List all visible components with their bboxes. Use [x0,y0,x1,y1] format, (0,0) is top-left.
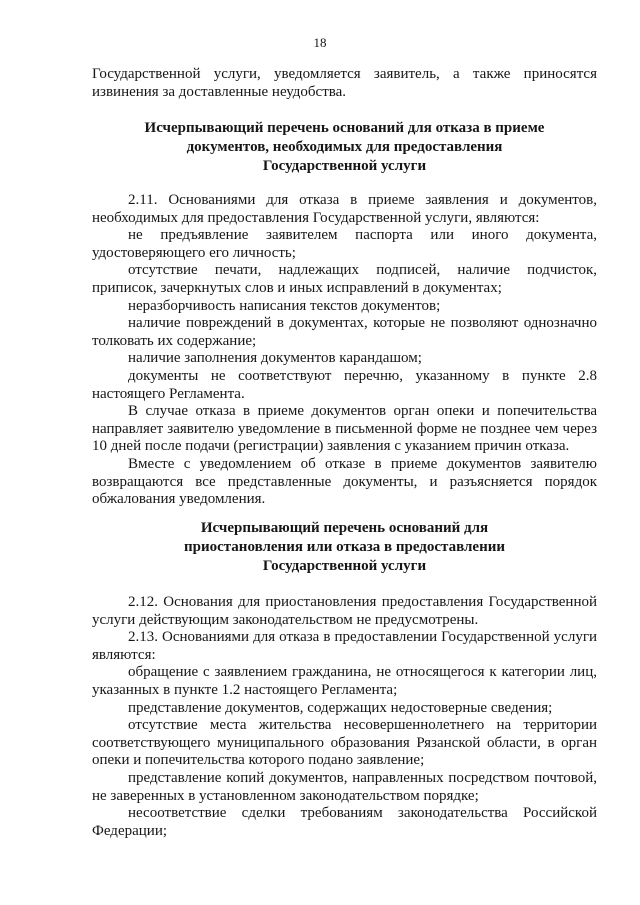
paragraph-line: 2.12. Основания для приостановления предоставления Государственной [128,594,597,610]
paragraph-line: указанных в пункте 1.2 настоящего Регламента; [92,681,398,698]
paragraph-line: обращение с заявлением гражданина, не относящегося к категории лиц, [128,664,597,681]
section-heading [92,119,597,175]
paragraph [92,805,597,840]
paragraph [92,315,597,350]
paragraph-line: необходимых для предоставления Государственной услуги, являются: [92,209,540,226]
heading-line: Государственной услуги [262,557,427,574]
paragraph-line: толковать их содержание; [92,332,257,349]
paragraph-line: 2.13. Основаниями для отказа в предоставлении Государственной услуги [128,629,597,646]
heading-line: Исчерпывающий перечень оснований для [200,520,489,536]
paragraph [92,368,597,403]
paragraph [92,192,597,227]
paragraph [92,594,597,629]
section-body [92,192,597,509]
paragraph-line: не заверенных в установленном законодательством порядке; [92,787,479,804]
paragraph-line: неразборчивость написания текстов документов; [128,297,441,314]
paragraph [92,700,597,718]
paragraph-line: наличие повреждений в документах, которые не позволяют однозначно [128,315,597,332]
paragraph-line: Государственной услуги, уведомляется заявитель, а также приносятся [92,66,597,82]
paragraph [92,66,597,101]
paragraph-line: соответствующего муниципального образования Рязанской области, в орган [92,734,597,751]
paragraph-line: отсутствие места жительства несовершеннолетнего на территории [128,717,597,734]
paragraph [92,227,597,262]
paragraph [92,456,597,509]
paragraph [92,717,597,770]
paragraph-line: несоответствие сделки требованиям законодательства Российской [128,805,597,822]
paragraph-line: наличие заполнения документов карандашом; [128,350,422,367]
paragraph-line: В случае отказа в приеме документов орган опеки и попечительства [128,403,597,420]
paragraph-line: возвращаются все представленные документы, и разъясняется порядок [92,473,597,490]
paragraph-line: Вместе с уведомлением об отказе в приеме документов заявителю [128,455,597,472]
paragraph-line: являются: [92,646,156,663]
paragraph-line: опеки и попечительства которого подано заявление; [92,752,425,769]
paragraph-line: обжалования уведомления. [92,491,266,508]
paragraph-line: представление документов, содержащих недостоверные сведения; [128,699,553,716]
paragraph [92,403,597,456]
paragraph-line: документы не соответствуют перечню, указанному в пункте 2.8 [128,367,597,384]
paragraph-line: не предъявление заявителем паспорта или иного документа, [128,227,597,244]
paragraph-line: настоящего Регламента. [92,385,245,402]
heading-line: документов, необходимых для предоставления [186,138,503,155]
paragraph-line: Федерации; [92,822,168,839]
page-number: 18 [313,35,327,50]
paragraph [92,262,597,297]
paragraph-line: приписок, зачеркнутых слов и иных исправлений в документах; [92,279,502,296]
heading-line: Государственной услуги [262,157,427,174]
section-heading [92,519,597,575]
paragraph-line: извинения за доставленные неудобства. [92,83,347,100]
heading-line: приостановления или отказа в предоставлении [183,538,506,555]
paragraph-line: удостоверяющего его личность; [92,244,296,261]
heading-line: Исчерпывающий перечень оснований для отказа в приеме [144,120,545,136]
paragraph-line: представление копий документов, направленных посредством почтовой, [128,769,597,786]
paragraph-line: отсутствие печати, надлежащих подписей, наличие подчисток, [128,262,597,279]
paragraph-line: 10 дней после подачи (регистрации) заявления с указанием причин отказа. [92,438,570,455]
paragraph [92,629,597,664]
paragraph-line: услуги действующим законодательством не предусмотрены. [92,611,479,628]
section-body [92,594,597,840]
paragraph [92,664,597,699]
paragraph-line: 2.11. Основаниями для отказа в приеме заявления и документов, [128,192,597,208]
paragraph [92,350,597,368]
paragraph [92,298,597,316]
paragraph-line: направляет заявителю уведомление в письменной форме не позднее чем через [92,420,597,437]
paragraph [92,770,597,805]
